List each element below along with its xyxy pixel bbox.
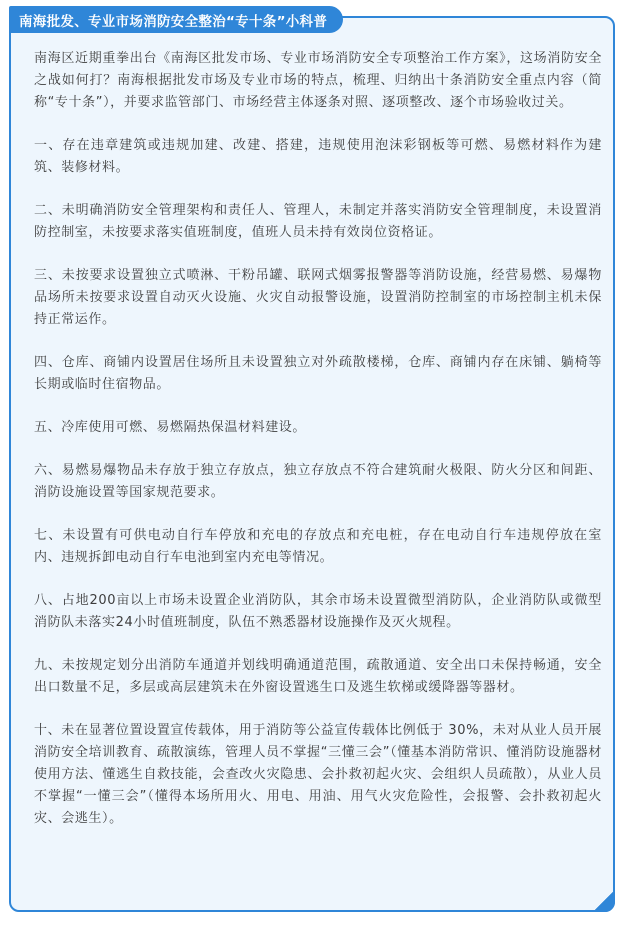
corner-decoration — [593, 890, 615, 912]
item-paragraph-2: 二、未明确消防安全管理架构和责任人、管理人，未制定并落实消防安全管理制度，未设置消防控制室，未按要求落实值班制度，值班人员未持有效岗位资格证。 — [34, 203, 602, 240]
item-paragraph-1: 一、存在违章建筑或违规加建、改建、搭建，违规使用泡沫彩钢板等可燃、易燃材料作为建筑、装修材料。 — [34, 138, 602, 175]
article-body — [34, 48, 602, 851]
item-paragraph-4: 四、仓库、商铺内设置居住场所且未设置独立对外疏散楼梯，仓库、商铺内存在床铺、躺椅等长期或临时住宿物品。 — [34, 355, 602, 392]
item-paragraph-9: 九、未按规定划分出消防车通道并划线明确通道范围，疏散通道、安全出口未保持畅通，安全出口数量不足，多层或高层建筑未在外窗设置逃生口及逃生软梯或缓降器等器材。 — [34, 658, 602, 695]
page-title: 南海批发、专业市场消防安全整治“专十条”小科普 — [9, 6, 343, 33]
intro-paragraph: 南海区近期重拳出台《南海区批发市场、专业市场消防安全专项整治工作方案》，这场消防安全之战如何打？南海根据批发市场及专业市场的特点，梳理、归纳出十条消防安全重点内容（简称“专十条”），并要求监管部门、市场经营主体逐条对照、逐项整改、逐个市场验收过关。 — [34, 51, 602, 110]
item-paragraph-10: 十、未在显著位置设置宣传载体，用于消防等公益宣传载体比例低于 30%，未对从业人员开展消防安全培训教育、疏散演练，管理人员不掌握“三懂三会”（懂基本消防常识、懂消防设施器材使用方法、懂逃生自救技能，会查改火灾隐患、会扑救初起火灾、会组织人员疏散），从业人员不掌握“一懂三会”（懂得本场所用火、用电、用油、用气火灾危险性，会报警、会扑救初起火灾、会逃生）。 — [34, 723, 602, 826]
item-paragraph-6: 六、易燃易爆物品未存放于独立存放点，独立存放点不符合建筑耐火极限、防火分区和间距、消防设施设置等国家规范要求。 — [34, 463, 602, 500]
item-paragraph-5: 五、冷库使用可燃、易燃隔热保温材料建设。 — [34, 420, 307, 435]
item-paragraph-7: 七、未设置有可供电动自行车停放和充电的存放点和充电桩，存在电动自行车违规停放在室内、违规拆卸电动自行车电池到室内充电等情况。 — [34, 528, 602, 565]
item-paragraph-3: 三、未按要求设置独立式喷淋、干粉吊罐、联网式烟雾报警器等消防设施，经营易燃、易爆物品场所未按要求设置自动灭火设施、火灾自动报警设施，设置消防控制室的市场控制主机未保持正常运作。 — [34, 268, 602, 327]
item-paragraph-8: 八、占地200亩以上市场未设置企业消防队，其余市场未设置微型消防队，企业消防队或微型消防队未落实24小时值班制度，队伍不熟悉器材设施操作及灭火规程。 — [34, 593, 602, 630]
